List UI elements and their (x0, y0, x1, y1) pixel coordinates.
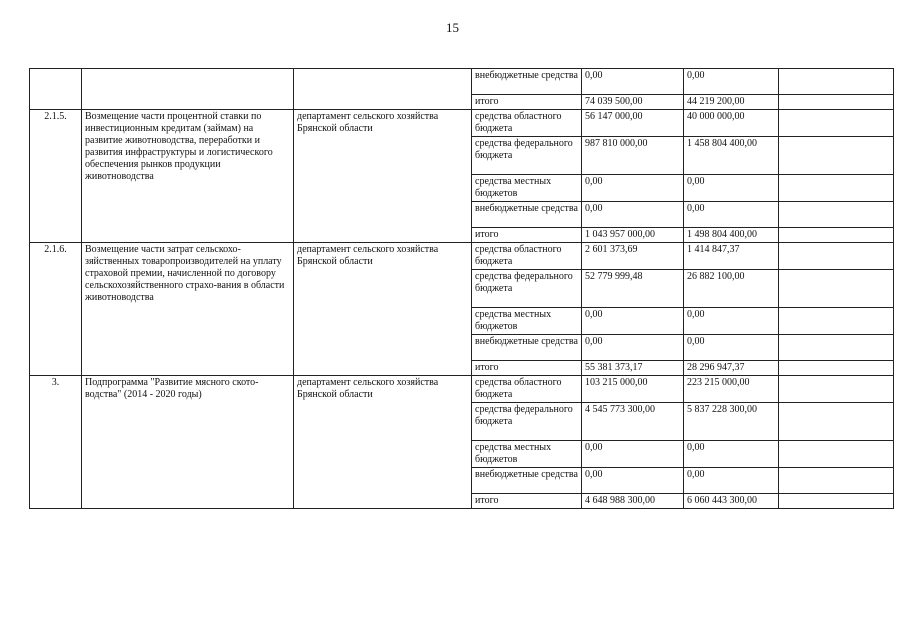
table-row (30, 69, 894, 95)
amount-cell: 0,00 (582, 69, 684, 95)
empty-cell (779, 441, 894, 468)
amount-cell: 0,00 (582, 335, 684, 361)
amount-cell: 0,00 (684, 441, 779, 468)
empty-cell (779, 95, 894, 110)
funding-source-cell: средства областного бюджета (472, 243, 582, 270)
funding-source-cell: итого (472, 95, 582, 110)
empty-cell (779, 494, 894, 509)
budget-table (29, 68, 894, 509)
table-row (30, 243, 894, 270)
amount-cell: 0,00 (684, 202, 779, 228)
measure-name-cell: Возмещение части затрат сельскохо-зяйственных товаропроизводителей на уплату страховой премии, начисленной по договору сельскохозяйственного страхо-вания в области животноводства (82, 243, 294, 376)
measure-name-cell: Возмещение части процентной ставки по инвестиционным кредитам (займам) на развитие животноводства, переработки и развития инфраструктуры и логистического обеспечения рынков продукции животноводства (82, 110, 294, 243)
amount-cell: 1 458 804 400,00 (684, 137, 779, 175)
amount-cell: 74 039 500,00 (582, 95, 684, 110)
amount-cell: 0,00 (684, 335, 779, 361)
amount-cell: 5 837 228 300,00 (684, 403, 779, 441)
empty-cell (779, 202, 894, 228)
funding-source-cell: средства федерального бюджета (472, 270, 582, 308)
empty-cell (779, 308, 894, 335)
row-code-cell (30, 69, 82, 110)
funding-source-cell: итого (472, 228, 582, 243)
row-code-cell: 2.1.6. (30, 243, 82, 376)
amount-cell: 4 545 773 300,00 (582, 403, 684, 441)
amount-cell: 0,00 (582, 175, 684, 202)
executor-cell: департамент сельского хозяйства Брянской области (294, 376, 472, 509)
amount-cell: 223 215 000,00 (684, 376, 779, 403)
empty-cell (779, 69, 894, 95)
amount-cell: 4 648 988 300,00 (582, 494, 684, 509)
table-row (30, 110, 894, 137)
funding-source-cell: внебюджетные средства (472, 335, 582, 361)
table-row (30, 376, 894, 403)
funding-source-cell: средства областного бюджета (472, 376, 582, 403)
empty-cell (779, 243, 894, 270)
row-code-cell: 3. (30, 376, 82, 509)
funding-source-cell: итого (472, 361, 582, 376)
funding-source-cell: внебюджетные средства (472, 468, 582, 494)
amount-cell: 52 779 999,48 (582, 270, 684, 308)
empty-cell (779, 110, 894, 137)
amount-cell: 0,00 (582, 202, 684, 228)
amount-cell: 0,00 (582, 468, 684, 494)
amount-cell: 6 060 443 300,00 (684, 494, 779, 509)
amount-cell: 0,00 (684, 175, 779, 202)
amount-cell: 1 043 957 000,00 (582, 228, 684, 243)
funding-source-cell: внебюджетные средства (472, 202, 582, 228)
amount-cell: 0,00 (684, 69, 779, 95)
funding-source-cell: средства федерального бюджета (472, 403, 582, 441)
amount-cell: 0,00 (582, 441, 684, 468)
empty-cell (779, 335, 894, 361)
amount-cell: 987 810 000,00 (582, 137, 684, 175)
empty-cell (779, 468, 894, 494)
executor-cell: департамент сельского хозяйства Брянской области (294, 243, 472, 376)
amount-cell: 0,00 (684, 468, 779, 494)
funding-source-cell: внебюджетные средства (472, 69, 582, 95)
funding-source-cell: средства местных бюджетов (472, 441, 582, 468)
row-code-cell: 2.1.5. (30, 110, 82, 243)
amount-cell: 1 414 847,37 (684, 243, 779, 270)
empty-cell (779, 228, 894, 243)
amount-cell: 2 601 373,69 (582, 243, 684, 270)
executor-cell (294, 69, 472, 110)
empty-cell (779, 270, 894, 308)
measure-name-cell (82, 69, 294, 110)
amount-cell: 0,00 (582, 308, 684, 335)
empty-cell (779, 361, 894, 376)
funding-source-cell: средства федерального бюджета (472, 137, 582, 175)
amount-cell: 44 219 200,00 (684, 95, 779, 110)
empty-cell (779, 137, 894, 175)
amount-cell: 28 296 947,37 (684, 361, 779, 376)
empty-cell (779, 175, 894, 202)
empty-cell (779, 403, 894, 441)
amount-cell: 56 147 000,00 (582, 110, 684, 137)
page-number: 15 (446, 20, 459, 35)
funding-source-cell: средства местных бюджетов (472, 308, 582, 335)
amount-cell: 0,00 (684, 308, 779, 335)
amount-cell: 26 882 100,00 (684, 270, 779, 308)
amount-cell: 55 381 373,17 (582, 361, 684, 376)
executor-cell: департамент сельского хозяйства Брянской области (294, 110, 472, 243)
amount-cell: 103 215 000,00 (582, 376, 684, 403)
funding-source-cell: средства областного бюджета (472, 110, 582, 137)
funding-source-cell: средства местных бюджетов (472, 175, 582, 202)
measure-name-cell: Подпрограмма "Развитие мясного ското-водства" (2014 - 2020 годы) (82, 376, 294, 509)
amount-cell: 40 000 000,00 (684, 110, 779, 137)
amount-cell: 1 498 804 400,00 (684, 228, 779, 243)
funding-source-cell: итого (472, 494, 582, 509)
empty-cell (779, 376, 894, 403)
